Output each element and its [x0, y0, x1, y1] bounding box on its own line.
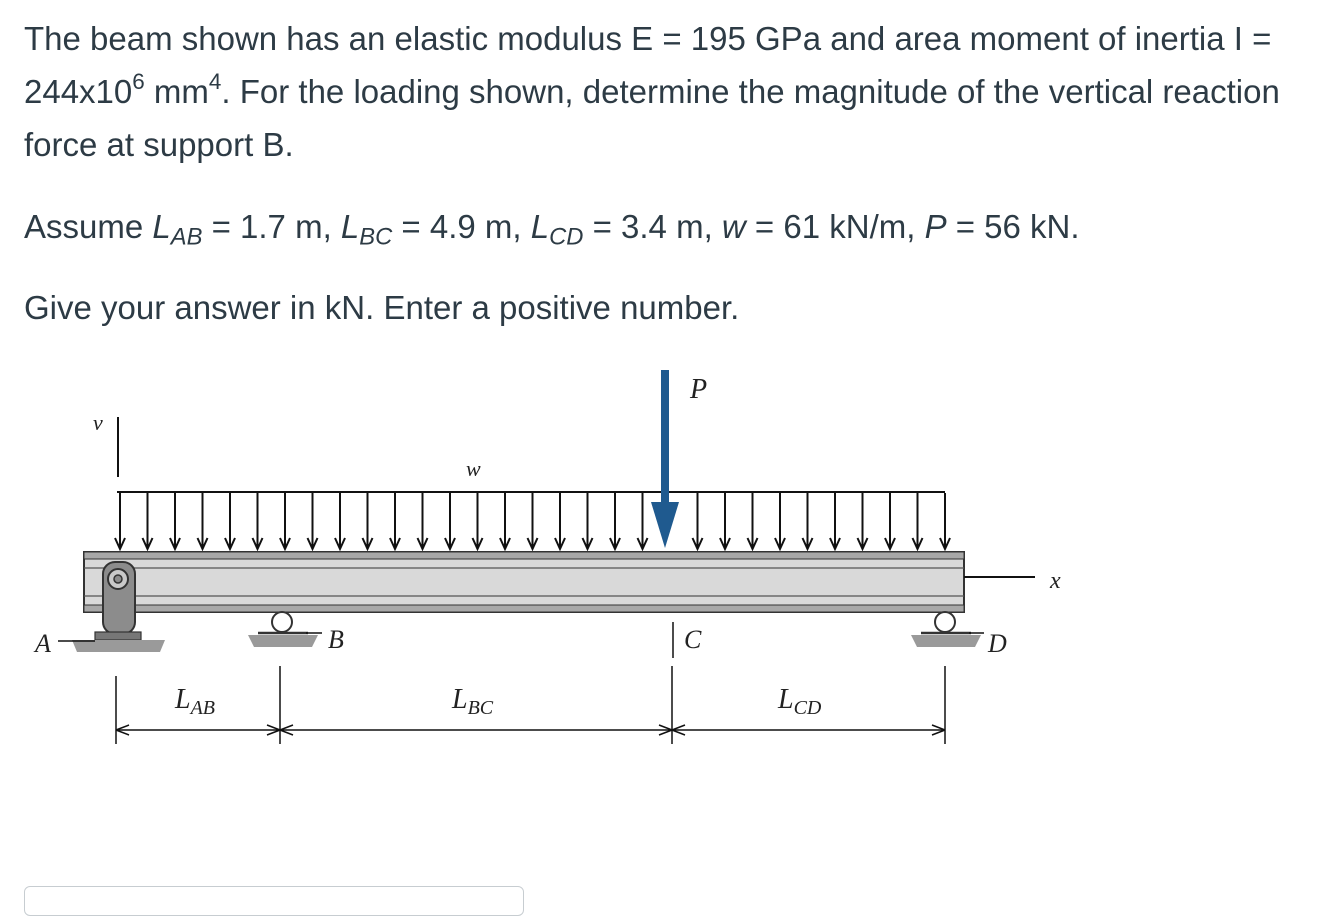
p-load-label: P — [690, 374, 708, 405]
roller-support-d — [911, 612, 1007, 658]
assumptions — [24, 200, 1080, 253]
w-load-label: w — [466, 456, 481, 481]
l-ab-subscript: AB — [170, 223, 203, 251]
x-axis-label: x — [1050, 568, 1061, 594]
point-a-label: A — [35, 629, 51, 658]
assume-label: Assume — [24, 208, 153, 245]
l-symbol: L — [340, 208, 360, 245]
l-bc-dimension-label: $L_{BC}$ — [452, 684, 494, 719]
question-paragraph — [24, 12, 1314, 171]
x-axis — [964, 568, 1061, 594]
l-cd-subscript: CD — [549, 223, 584, 251]
roller-support-b — [248, 612, 344, 654]
v-axis-label: v — [93, 410, 103, 435]
point-d-label: D — [988, 629, 1007, 658]
l-bc-value: = 4.9 m, — [392, 208, 531, 245]
udl-arrows — [115, 493, 950, 549]
dimension-lines — [116, 666, 945, 744]
question-text-rest: . For the loading shown, determine the magnitude of the vertical reaction force at support B. — [24, 73, 1280, 163]
distributed-load — [115, 456, 950, 549]
l-symbol: L — [152, 208, 171, 245]
beam-diagram — [0, 360, 1337, 760]
l-ab-value: = 1.7 m, — [202, 208, 341, 245]
l-cd-value: = 3.4 m, — [583, 208, 722, 245]
v-axis — [93, 410, 118, 477]
inertia-unit: mm — [144, 73, 209, 110]
p-value: = 56 kN. — [946, 208, 1080, 245]
question-text: The beam shown has an elastic modulus E = 195 GPa and area moment of inertia I = 244x10 — [24, 20, 1272, 110]
point-load-arrowhead — [651, 502, 679, 548]
p-symbol: P — [924, 208, 947, 245]
answer-instruction: Give your answer in kN. Enter a positive number. — [24, 289, 740, 326]
point-load — [651, 370, 707, 548]
answer-input[interactable] — [24, 886, 524, 916]
l-cd-dimension-label: $L_{CD}$ — [778, 684, 822, 719]
l-ab-dimension-label: $L_{AB}$ — [175, 684, 216, 719]
w-value: = 61 kN/m, — [745, 208, 925, 245]
point-c — [673, 622, 702, 658]
inertia-exponent: 6 — [132, 69, 145, 95]
inertia-unit-exponent: 4 — [208, 69, 222, 95]
point-b-label: B — [328, 625, 344, 654]
point-c-label: C — [684, 625, 702, 654]
l-symbol: L — [530, 208, 550, 245]
w-symbol: w — [721, 208, 746, 245]
beam-body — [84, 552, 964, 612]
l-bc-subscript: BC — [359, 223, 393, 251]
beam — [84, 552, 964, 612]
